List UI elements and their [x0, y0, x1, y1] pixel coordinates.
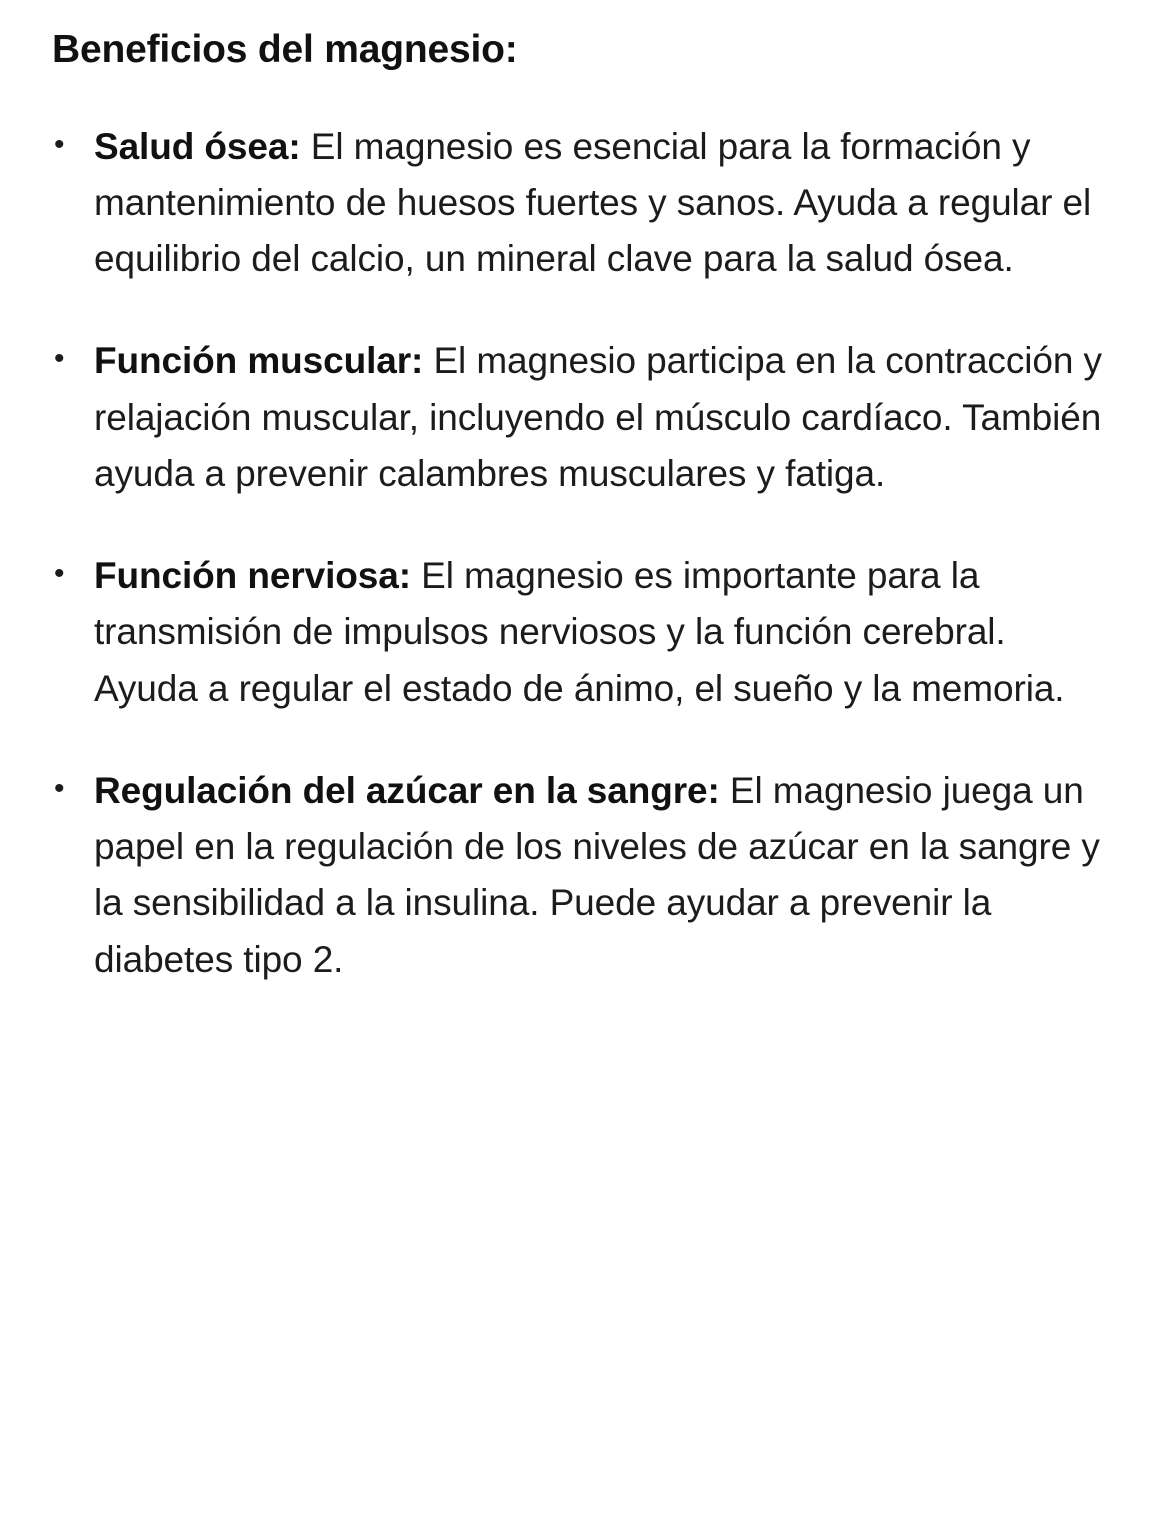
list-item-description: El magnesio juega un papel en la regulación de los niveles de azúcar en la sangre y la sensibilidad a la insulina. Puede ayudar a prevenir la diabetes tipo 2.	[94, 769, 1100, 980]
bullet-icon: •	[54, 771, 65, 805]
list-item-description: El magnesio es importante para la transmisión de impulsos nerviosos y la función cerebral. Ayuda a regular el estado de ánimo, el sueño y la memoria.	[94, 555, 1065, 709]
list-item-term: Función nerviosa:	[94, 555, 411, 597]
bullet-icon: •	[54, 342, 65, 376]
list-item	[48, 333, 1110, 502]
list-item-description: El magnesio participa en la contracción y relajación muscular, incluyendo el músculo cardíaco. También ayuda a prevenir calambres musculares y fatiga.	[94, 340, 1102, 494]
list-item-term: Salud ósea:	[94, 125, 301, 167]
bullet-icon: •	[54, 127, 65, 161]
bullet-icon: •	[54, 557, 65, 591]
benefits-list	[48, 119, 1110, 988]
list-item-description: El magnesio es esencial para la formación y mantenimiento de huesos fuertes y sanos. Ayuda a regular el equilibrio del calcio, un mineral clave para la salud ósea.	[94, 125, 1092, 280]
list-item-term: Regulación del azúcar en la sangre:	[94, 769, 720, 811]
list-item	[48, 548, 1110, 717]
page-title: Beneficios del magnesio:	[52, 28, 518, 71]
list-item-term: Función muscular:	[94, 340, 424, 382]
list-item	[48, 763, 1110, 988]
list-item	[48, 119, 1110, 288]
